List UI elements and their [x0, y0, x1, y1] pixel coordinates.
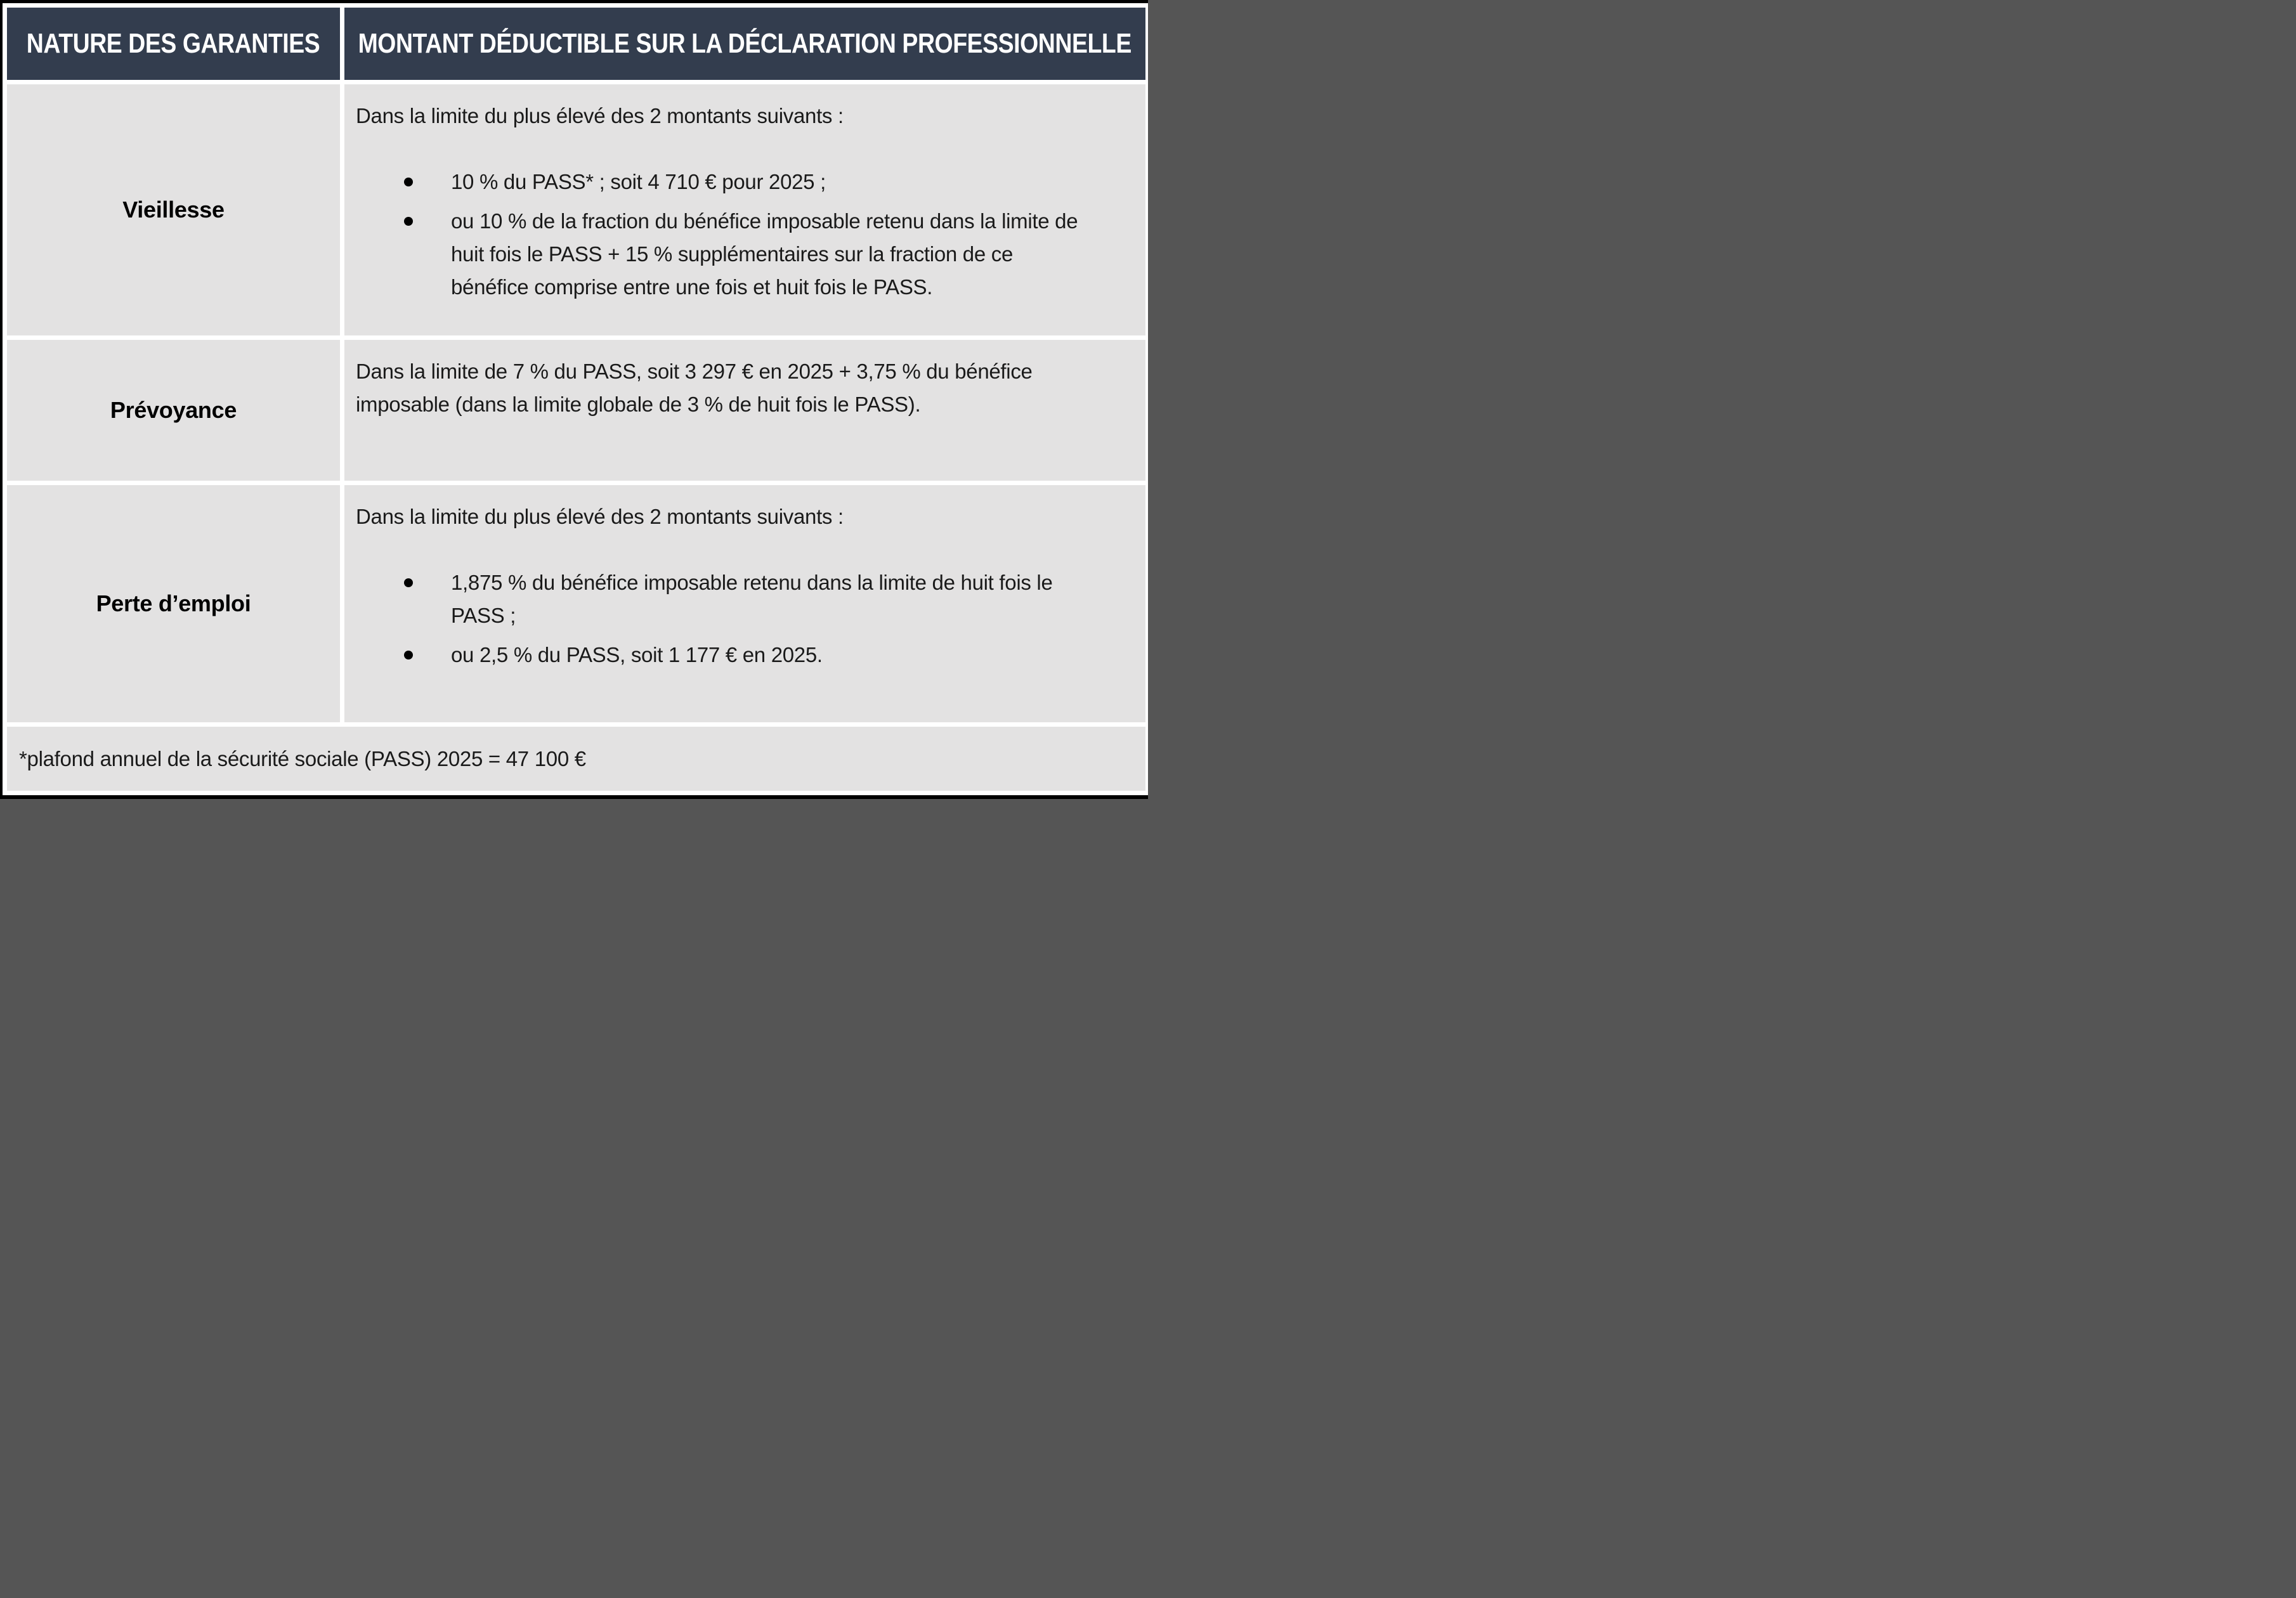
header-label: MONTANT DÉDUCTIBLE SUR LA DÉCLARATION PROFESSIONNELLE	[358, 28, 1132, 59]
table-sheet	[3, 3, 1148, 795]
row-label: Perte d’emploi	[96, 590, 251, 616]
row-vieillesse-content-cell	[344, 84, 1145, 335]
row-label: Prévoyance	[110, 397, 237, 423]
header-label: NATURE DES GARANTIES	[27, 28, 320, 59]
bullet-text: ou 2,5 % du PASS, soit 1 177 € en 2025.	[451, 643, 823, 666]
bullet-icon	[404, 178, 413, 186]
row-perte-emploi-content-cell	[344, 485, 1145, 722]
row-prevoyance-content-cell	[344, 340, 1145, 481]
bullet-icon	[404, 578, 413, 587]
bullet-list	[356, 566, 1082, 672]
bullet-list	[356, 166, 1082, 304]
row-label: Vieillesse	[122, 197, 225, 223]
row-intro-text: Dans la limite du plus élevé des 2 montants suivants :	[356, 505, 844, 528]
row-prevoyance-label-cell	[7, 340, 340, 481]
list-item	[356, 205, 1082, 304]
row-perte-emploi-label-cell	[7, 485, 340, 722]
guarantees-table	[7, 8, 1145, 791]
bullet-text: 1,875 % du bénéfice imposable retenu dans la limite de huit fois le PASS ;	[451, 571, 1053, 627]
header-cell-nature-garanties	[7, 8, 340, 80]
list-item	[356, 166, 1082, 198]
row-vieillesse-label-cell	[7, 84, 340, 335]
bullet-icon	[404, 651, 413, 659]
bullet-icon	[404, 217, 413, 226]
row-intro-text: Dans la limite du plus élevé des 2 montants suivants :	[356, 104, 844, 127]
row-intro-text: Dans la limite de 7 % du PASS, soit 3 297 € en 2025 + 3,75 % du bénéfice imposable (dans la limite globale de 3 % de huit fois le PASS).	[356, 360, 1033, 416]
bullet-text: 10 % du PASS* ; soit 4 710 € pour 2025 ;	[451, 170, 826, 193]
footnote-cell	[7, 727, 1145, 791]
page-frame	[0, 0, 1148, 799]
list-item	[356, 639, 1082, 672]
list-item	[356, 566, 1082, 632]
bullet-text: ou 10 % de la fraction du bénéfice imposable retenu dans la limite de huit fois le PASS + 15 % supplémentaires sur la fraction de ce bénéfice comprise entre une fois et huit fois le PASS.	[451, 209, 1078, 299]
footnote-text: *plafond annuel de la sécurité sociale (PASS) 2025 = 47 100 €	[19, 746, 586, 770]
header-cell-montant-deductible	[344, 8, 1145, 80]
